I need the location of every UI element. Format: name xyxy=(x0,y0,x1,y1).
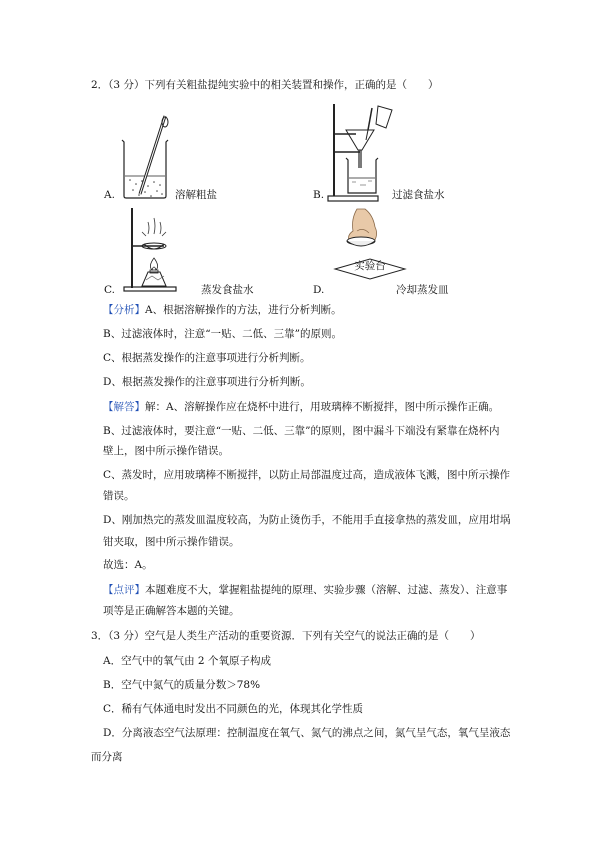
figure-dissolve-salt xyxy=(118,112,178,200)
evaporating-dish-burner-icon xyxy=(118,206,182,292)
solution-line-7: 钳夹取，图中所示操作错误。 xyxy=(103,536,240,548)
comment-line-1: 【点评】本题难度不大，掌握粗盐提纯的原理、实验步骤（溶解、过滤、蒸发）、注意事 xyxy=(103,584,508,596)
solution-tag: 【解答】 xyxy=(103,401,145,413)
q3-stem: 3．（3 分）空气是人类生产活动的重要资源．下列有关空气的说法正确的是（ ） xyxy=(91,630,481,642)
solution-line-1: 【解答】解：A、溶解操作应在烧杯中进行，用玻璃棒不断搅拌，图中所示操作正确。 xyxy=(103,401,500,413)
q3-option-c: C．稀有气体通电时发出不同颜色的光，体现其化学性质 xyxy=(103,703,364,715)
analysis-tag: 【分析】 xyxy=(103,304,145,316)
option-d-letter: D. xyxy=(313,284,325,296)
comment-line-2: 项等是正确解答本题的关键。 xyxy=(103,605,240,617)
solution-line-6: D、刚加热完的蒸发皿温度较高，为防止烫伤手，不能用手直接拿热的蒸发皿，应用坩埚 xyxy=(103,514,511,526)
analysis-line-3: C、根据蒸发操作的注意事项进行分析判断。 xyxy=(103,352,311,364)
analysis-line-4: D、根据蒸发操作的注意事项进行分析判断。 xyxy=(103,376,311,388)
filtration-apparatus-icon xyxy=(326,100,396,202)
solution-line-3: 壁上，图中所示操作错误。 xyxy=(103,445,229,457)
option-b-letter: B. xyxy=(313,189,325,201)
solution-line-2: B、过滤液体时，要注意“一贴、二低、三靠”的原则，图中漏斗下端没有紧靠在烧杯内 xyxy=(103,425,500,437)
option-b-caption: 过滤食盐水 xyxy=(392,189,445,201)
option-c-caption: 蒸发食盐水 xyxy=(201,284,254,296)
analysis-line-1: 【分析】A、根据溶解操作的方法，进行分析判断。 xyxy=(103,304,342,316)
option-a-caption: 溶解粗盐 xyxy=(175,189,217,201)
figure-evaporation xyxy=(118,206,182,292)
solution-line-4: C、蒸发时，应用玻璃棒不断搅拌，以防止局部温度过高，造成液体飞溅，图中所示操作 xyxy=(103,469,511,481)
beaker-stirring-icon xyxy=(118,112,178,200)
platform-label: 实验台 xyxy=(354,260,386,272)
q3-option-a: A．空气中的氧气由 2 个氧原子构成 xyxy=(103,655,271,667)
option-a-letter: A. xyxy=(104,189,115,201)
figure-filtration xyxy=(326,100,396,202)
hand-dish-icon xyxy=(329,205,411,285)
q3-option-b: B．空气中氮气的质量分数＞78% xyxy=(103,679,261,691)
option-c-letter: C. xyxy=(104,284,115,296)
analysis-line-2: B、过滤液体时，注意“一贴、二低、三靠”的原则。 xyxy=(103,328,342,340)
solution-line-8: 故选：A。 xyxy=(103,559,153,571)
solution-line-5: 错误。 xyxy=(103,490,135,502)
q3-option-d-line-2: 而分离 xyxy=(91,751,123,763)
q3-option-d-line-1: D．分离液态空气法原理：控制温度在氧气、氮气的沸点之间，氮气呈气态，氧气呈液态 xyxy=(103,727,511,739)
figure-cooling-dish xyxy=(329,205,411,285)
q2-stem: 2．（3 分）下列有关粗盐提纯实验中的相关装置和操作，正确的是（ ） xyxy=(91,79,439,91)
option-d-caption: 冷却蒸发皿 xyxy=(396,284,449,296)
comment-tag: 【点评】 xyxy=(103,584,145,596)
